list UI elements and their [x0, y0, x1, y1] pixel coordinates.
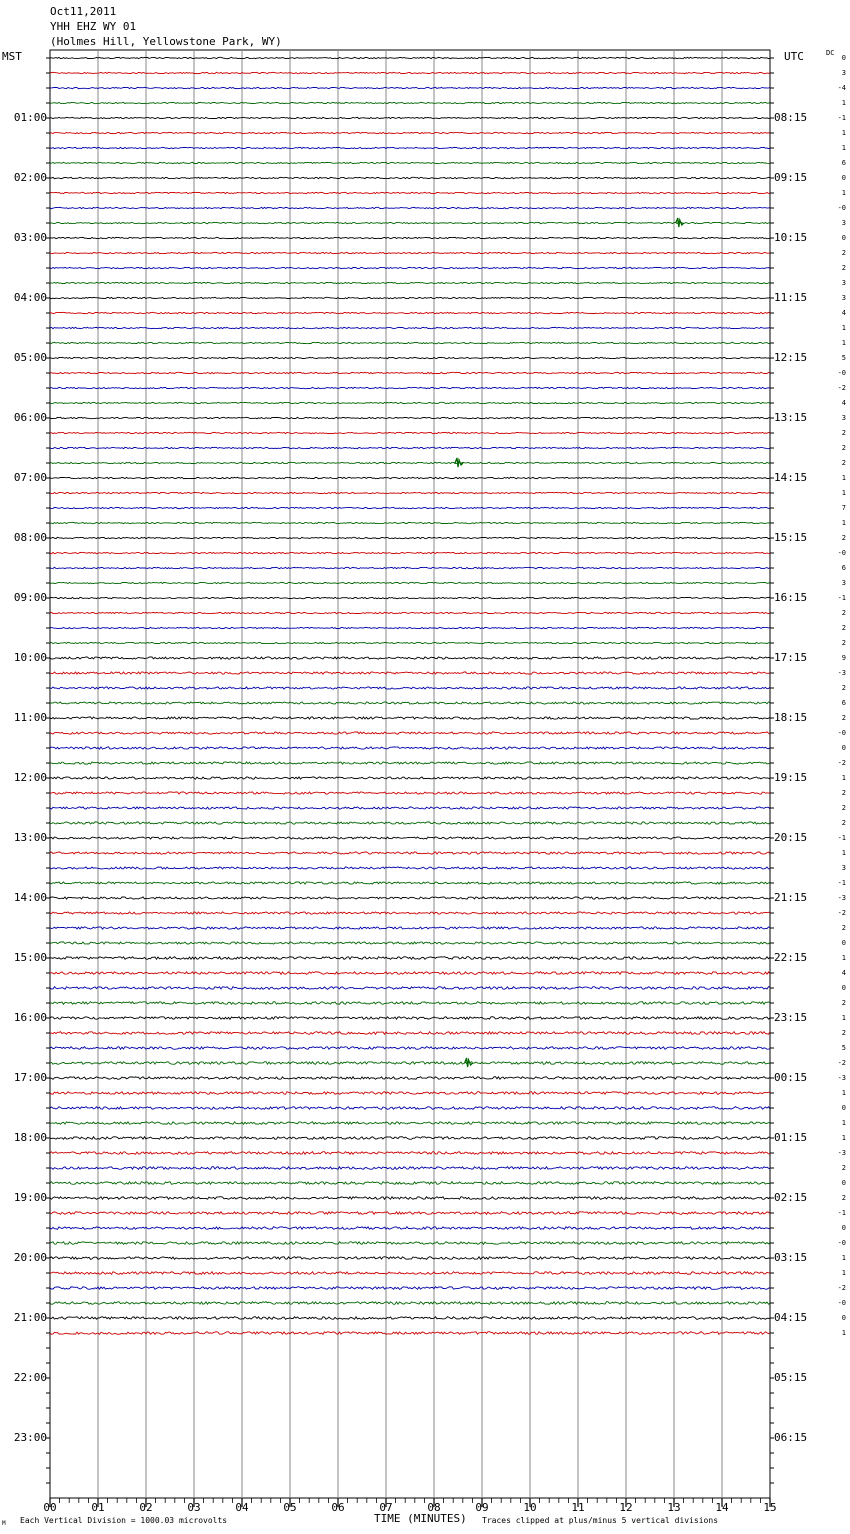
- dc-offset-value: 1: [841, 1329, 846, 1337]
- dc-offset-value: 2: [841, 429, 846, 437]
- dc-offset-value: 2: [841, 804, 846, 812]
- x-tick-label: 05: [283, 1501, 297, 1514]
- trace-line: [50, 1317, 770, 1320]
- dc-offset-value: -1: [837, 594, 846, 602]
- dc-offset-value: 2: [841, 714, 846, 722]
- dc-offset-value: -0: [837, 729, 846, 737]
- dc-offset-value: 2: [841, 444, 846, 452]
- x-tick-label: 13: [667, 1501, 681, 1514]
- x-tick-label: 07: [379, 1501, 393, 1514]
- dc-offset-value: -3: [837, 894, 846, 902]
- x-tick-label: 11: [571, 1501, 585, 1514]
- dc-offset-value: -4: [837, 84, 846, 92]
- trace-line: [50, 897, 770, 899]
- hour-label-local: 21:00: [13, 1311, 47, 1324]
- dc-offset-value: 5: [841, 1044, 846, 1052]
- trace-line: [50, 192, 770, 193]
- dc-offset-value: -0: [837, 1299, 846, 1307]
- dc-offset-value: -0: [837, 1239, 846, 1247]
- dc-offset-value: -1: [837, 879, 846, 887]
- hour-label-local: 18:00: [13, 1131, 47, 1144]
- trace-line: [50, 627, 770, 628]
- x-tick-label: 08: [427, 1501, 441, 1514]
- dc-offset-value: -2: [837, 1059, 846, 1067]
- hour-label-utc: 00:15: [774, 1071, 808, 1084]
- hour-label-local: 01:00: [13, 111, 47, 124]
- trace-line: [50, 1257, 770, 1260]
- x-tick-label: 04: [235, 1501, 249, 1514]
- hour-label-local: 22:00: [13, 1371, 47, 1384]
- hour-label-local: 19:00: [13, 1191, 47, 1204]
- trace-line: [50, 327, 770, 328]
- dc-offset-value: 2: [841, 1029, 846, 1037]
- trace-line: [50, 582, 770, 583]
- hour-label-utc: 01:15: [774, 1131, 808, 1144]
- trace-line: [50, 57, 770, 58]
- trace-line: [50, 1047, 770, 1050]
- dc-offset-value: 0: [841, 1314, 846, 1322]
- hour-label-local: 06:00: [13, 411, 47, 424]
- x-axis-label: TIME (MINUTES): [374, 1512, 467, 1525]
- trace-line: [50, 1002, 770, 1005]
- dc-offset-value: 2: [841, 924, 846, 932]
- trace-line: [50, 1227, 770, 1230]
- x-tick-label: 01: [91, 1501, 105, 1514]
- trace-line: [50, 927, 770, 929]
- dc-offset-value: 1: [841, 324, 846, 332]
- x-tick-label: 00: [43, 1501, 57, 1514]
- dc-offset-value: 9: [841, 654, 846, 662]
- trace-line: [50, 732, 770, 734]
- x-tick-label: 14: [715, 1501, 729, 1514]
- dc-offset-value: 2: [841, 684, 846, 692]
- hour-label-utc: 12:15: [774, 351, 808, 364]
- hour-label-local: 05:00: [13, 351, 47, 364]
- x-tick-label: 10: [523, 1501, 537, 1514]
- trace-line: [50, 462, 770, 463]
- dc-offset-value: 1: [841, 1089, 846, 1097]
- dc-offset-value: -3: [837, 669, 846, 677]
- hour-label-local: 12:00: [13, 771, 47, 784]
- dc-offset-value: 1: [841, 474, 846, 482]
- trace-line: [50, 552, 770, 553]
- hour-label-utc: 21:15: [774, 891, 808, 904]
- dc-offset-value: 1: [841, 489, 846, 497]
- dc-offset-value: -0: [837, 369, 846, 377]
- dc-offset-value: 3: [841, 279, 846, 287]
- trace-line: [50, 867, 770, 869]
- hour-label-local: 14:00: [13, 891, 47, 904]
- hour-label-utc: 19:15: [774, 771, 808, 784]
- trace-line: [50, 1197, 770, 1200]
- dc-offset-value: 1: [841, 1254, 846, 1262]
- hour-label-utc: 13:15: [774, 411, 808, 424]
- dc-offset-value: 1: [841, 774, 846, 782]
- hour-label-utc: 06:15: [774, 1431, 808, 1444]
- trace-line: [50, 417, 770, 418]
- trace-line: [50, 282, 770, 283]
- trace-line: [50, 747, 770, 749]
- dc-offset-value: 3: [841, 864, 846, 872]
- x-tick-label: 03: [187, 1501, 201, 1514]
- hour-label-utc: 04:15: [774, 1311, 808, 1324]
- hour-label-local: 08:00: [13, 531, 47, 544]
- dc-offset-value: 2: [841, 999, 846, 1007]
- dc-offset-value: 1: [841, 129, 846, 137]
- x-tick-label: 12: [619, 1501, 633, 1514]
- event-spike: [676, 218, 684, 227]
- hour-label-utc: 11:15: [774, 291, 808, 304]
- trace-line: [50, 87, 770, 88]
- trace-line: [50, 1287, 770, 1290]
- trace-line: [50, 852, 770, 854]
- trace-line: [50, 237, 770, 238]
- dc-offset-value: 0: [841, 54, 846, 62]
- dc-offset-value: -2: [837, 759, 846, 767]
- dc-offset-value: 2: [841, 639, 846, 647]
- hour-label-local: 11:00: [13, 711, 47, 724]
- dc-offset-value: 6: [841, 699, 846, 707]
- trace-line: [50, 687, 770, 689]
- trace-line: [50, 147, 770, 148]
- trace-line: [50, 1122, 770, 1125]
- dc-offset-value: 3: [841, 69, 846, 77]
- hour-label-local: 16:00: [13, 1011, 47, 1024]
- trace-line: [50, 537, 770, 538]
- hour-label-utc: 23:15: [774, 1011, 808, 1024]
- clip-note: Traces clipped at plus/minus 5 vertical divisions: [482, 1516, 719, 1525]
- trace-line: [50, 222, 770, 223]
- trace-line: [50, 777, 770, 779]
- trace-line: [50, 807, 770, 809]
- trace-line: [50, 1062, 770, 1065]
- hour-label-local: 17:00: [13, 1071, 47, 1084]
- hour-label-utc: 16:15: [774, 591, 808, 604]
- dc-offset-value: 1: [841, 954, 846, 962]
- dc-offset-value: 2: [841, 1164, 846, 1172]
- hour-label-local: 23:00: [13, 1431, 47, 1444]
- dc-offset-value: 1: [841, 99, 846, 107]
- dc-offset-value: 2: [841, 819, 846, 827]
- hour-label-utc: 08:15: [774, 111, 808, 124]
- hour-label-utc: 10:15: [774, 231, 808, 244]
- hour-label-utc: 02:15: [774, 1191, 808, 1204]
- dc-offset-value: 0: [841, 174, 846, 182]
- trace-line: [50, 1032, 770, 1035]
- trace-line: [50, 432, 770, 433]
- x-tick-label: 09: [475, 1501, 489, 1514]
- trace-line: [50, 117, 770, 118]
- x-tick-label: 02: [139, 1501, 153, 1514]
- trace-line: [50, 1152, 770, 1155]
- hour-label-utc: 05:15: [774, 1371, 808, 1384]
- trace-line: [50, 912, 770, 914]
- dc-offset-value: -0: [837, 549, 846, 557]
- trace-line: [50, 1272, 770, 1275]
- trace-line: [50, 942, 770, 944]
- trace-line: [50, 597, 770, 598]
- trace-line: [50, 1332, 770, 1335]
- trace-line: [50, 657, 770, 659]
- scale-note: Each Vertical Division = 1000.03 microvolts: [20, 1516, 228, 1525]
- trace-line: [50, 342, 770, 343]
- dc-offset-value: 2: [841, 609, 846, 617]
- trace-line: [50, 522, 770, 523]
- trace-line: [50, 1242, 770, 1245]
- dc-offset-value: 1: [841, 519, 846, 527]
- chart-date: Oct11,2011: [50, 5, 117, 18]
- dc-offset-value: -3: [837, 1149, 846, 1157]
- dc-offset-value: 2: [841, 789, 846, 797]
- trace-line: [50, 447, 770, 448]
- trace-line: [50, 507, 770, 508]
- trace-line: [50, 1167, 770, 1170]
- trace-line: [50, 297, 770, 298]
- dc-offset-value: 0: [841, 1104, 846, 1112]
- trace-line: [50, 957, 770, 960]
- trace-line: [50, 102, 770, 103]
- dc-offset-value: 0: [841, 1224, 846, 1232]
- trace-line: [50, 1092, 770, 1095]
- trace-line: [50, 357, 770, 358]
- dc-offset-value: 4: [841, 969, 846, 977]
- trace-line: [50, 792, 770, 794]
- trace-line: [50, 267, 770, 268]
- trace-line: [50, 177, 770, 178]
- dc-offset-value: 1: [841, 849, 846, 857]
- dc-offset-value: 0: [841, 234, 846, 242]
- station-name: YHH EHZ WY 01: [50, 20, 137, 33]
- hour-label-local: 02:00: [13, 171, 47, 184]
- dc-offset-value: 1: [841, 1014, 846, 1022]
- trace-line: [50, 1107, 770, 1110]
- trace-line: [50, 207, 770, 208]
- x-tick-label: 06: [331, 1501, 345, 1514]
- dc-offset-value: -1: [837, 114, 846, 122]
- hour-label-utc: 03:15: [774, 1251, 808, 1264]
- dc-offset-value: 2: [841, 534, 846, 542]
- trace-line: [50, 612, 770, 613]
- trace-line: [50, 987, 770, 990]
- dc-offset-value: 1: [841, 1269, 846, 1277]
- dc-offset-value: -2: [837, 909, 846, 917]
- trace-line: [50, 882, 770, 884]
- trace-line: [50, 762, 770, 764]
- left-timezone-label: MST: [2, 50, 22, 63]
- trace-line: [50, 702, 770, 704]
- trace-line: [50, 1017, 770, 1020]
- trace-line: [50, 837, 770, 839]
- trace-line: [50, 972, 770, 975]
- dc-offset-value: 0: [841, 984, 846, 992]
- dc-offset-value: -2: [837, 384, 846, 392]
- right-timezone-label: UTC: [784, 50, 804, 63]
- dc-offset-value: 0: [841, 1179, 846, 1187]
- hour-label-local: 04:00: [13, 291, 47, 304]
- dc-offset-value: 3: [841, 219, 846, 227]
- trace-line: [50, 1212, 770, 1215]
- trace-line: [50, 1302, 770, 1305]
- trace-line: [50, 567, 770, 568]
- hour-label-utc: 14:15: [774, 471, 808, 484]
- dc-offset-value: -1: [837, 1209, 846, 1217]
- hour-label-utc: 18:15: [774, 711, 808, 724]
- dc-offset-value: 1: [841, 1134, 846, 1142]
- dc-offset-value: 0: [841, 939, 846, 947]
- trace-line: [50, 822, 770, 824]
- trace-line: [50, 372, 770, 373]
- dc-offset-value: 6: [841, 564, 846, 572]
- hour-label-utc: 20:15: [774, 831, 808, 844]
- trace-line: [50, 1077, 770, 1080]
- dc-label: DC: [826, 49, 835, 57]
- x-tick-label: 15: [763, 1501, 777, 1514]
- dc-offset-value: 2: [841, 1194, 846, 1202]
- hour-label-local: 15:00: [13, 951, 47, 964]
- hour-label-local: 20:00: [13, 1251, 47, 1264]
- dc-offset-value: 0: [841, 744, 846, 752]
- trace-line: [50, 717, 770, 719]
- dc-offset-value: 6: [841, 159, 846, 167]
- trace-line: [50, 402, 770, 403]
- hour-label-utc: 15:15: [774, 531, 808, 544]
- trace-line: [50, 132, 770, 133]
- dc-offset-value: -3: [837, 1074, 846, 1082]
- dc-offset-value: 4: [841, 309, 846, 317]
- dc-offset-value: 7: [841, 504, 846, 512]
- dc-offset-value: 2: [841, 264, 846, 272]
- dc-offset-value: 2: [841, 459, 846, 467]
- dc-offset-value: 1: [841, 144, 846, 152]
- trace-line: [50, 492, 770, 493]
- trace-line: [50, 312, 770, 313]
- hour-label-utc: 09:15: [774, 171, 808, 184]
- station-location: (Holmes Hill, Yellowstone Park, WY): [50, 35, 282, 48]
- dc-offset-value: 3: [841, 579, 846, 587]
- dc-offset-value: 2: [841, 624, 846, 632]
- hour-label-local: 10:00: [13, 651, 47, 664]
- dc-offset-value: 3: [841, 414, 846, 422]
- trace-line: [50, 1182, 770, 1185]
- hour-label-utc: 17:15: [774, 651, 808, 664]
- trace-line: [50, 162, 770, 163]
- trace-line: [50, 1137, 770, 1140]
- corner-mark: M: [2, 1520, 6, 1527]
- dc-offset-value: 3: [841, 294, 846, 302]
- dc-offset-value: -0: [837, 204, 846, 212]
- dc-offset-value: 1: [841, 339, 846, 347]
- hour-label-local: 09:00: [13, 591, 47, 604]
- trace-line: [50, 387, 770, 388]
- trace-line: [50, 642, 770, 643]
- dc-offset-value: 4: [841, 399, 846, 407]
- trace-line: [50, 252, 770, 253]
- dc-offset-value: -2: [837, 1284, 846, 1292]
- dc-offset-value: 1: [841, 1119, 846, 1127]
- dc-offset-value: 2: [841, 249, 846, 257]
- hour-label-utc: 22:15: [774, 951, 808, 964]
- trace-line: [50, 672, 770, 674]
- dc-offset-value: 5: [841, 354, 846, 362]
- hour-label-local: 03:00: [13, 231, 47, 244]
- trace-line: [50, 477, 770, 478]
- dc-offset-value: -1: [837, 834, 846, 842]
- trace-line: [50, 72, 770, 73]
- hour-label-local: 07:00: [13, 471, 47, 484]
- hour-label-local: 13:00: [13, 831, 47, 844]
- dc-offset-value: 1: [841, 189, 846, 197]
